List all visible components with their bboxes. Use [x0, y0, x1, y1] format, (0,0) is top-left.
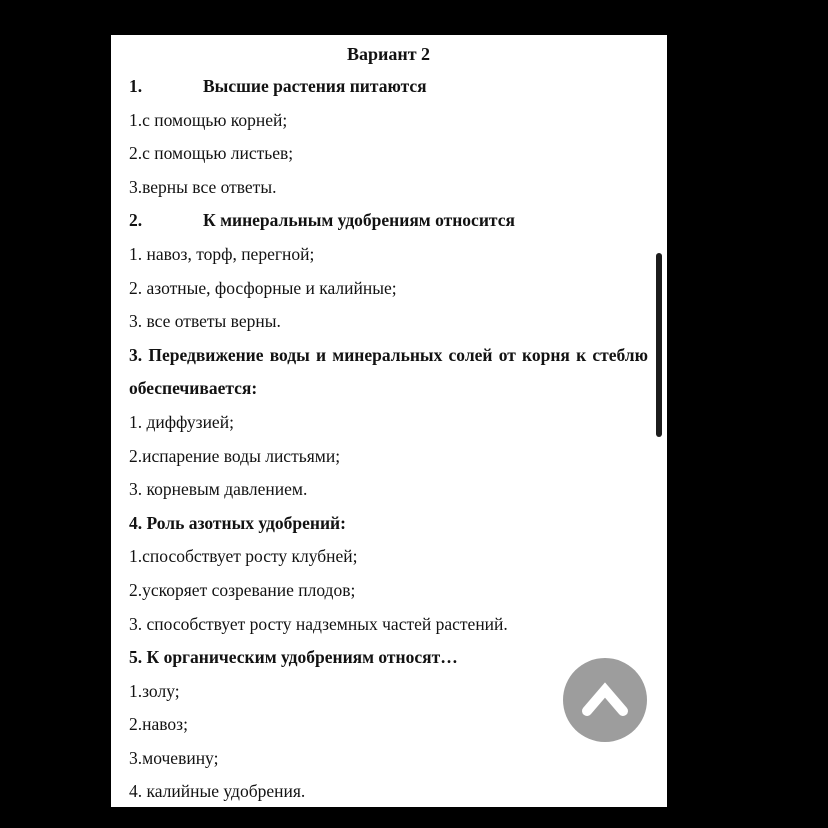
page-title: Вариант 2 [346, 44, 431, 64]
question-heading [129, 204, 648, 238]
question-block [129, 507, 648, 641]
option-line: 1.золу; [129, 680, 180, 701]
chevron-up-icon [563, 658, 647, 742]
option-line: 1.способствует росту клубней; [129, 546, 358, 567]
question-title: Роль азотных удобрений: [146, 512, 346, 533]
question-heading [129, 507, 648, 541]
option-line: 2.ускоряет созревание плодов; [129, 579, 356, 600]
question-title: К минеральным удобрениям относится [203, 210, 515, 231]
option-line: 2.навоз; [129, 714, 188, 735]
question-title: К органическим удобрениям относят… [146, 647, 458, 668]
option-line: 3. корневым давлением. [129, 479, 308, 500]
question-number: 1. [129, 76, 143, 96]
question-block [129, 70, 648, 204]
question-number: 2. [129, 210, 143, 231]
question-number: 5. [129, 647, 143, 668]
option-line: 3. все ответы верны. [129, 311, 281, 332]
question-title: Высшие растения питаются [203, 76, 427, 96]
option-line: 1.с помощью корней; [129, 109, 288, 130]
option-line: 3.мочевину; [129, 747, 219, 768]
option-line: 3.верны все ответы. [129, 176, 277, 197]
question-heading [129, 70, 648, 104]
question-block [129, 204, 648, 338]
question-title: Передвижение воды и минеральных солей от корня к стеблю обеспечивается: [129, 344, 649, 399]
question-number: 4. [129, 512, 143, 533]
question-heading [129, 339, 648, 406]
option-line: 2.испарение воды листьями; [129, 445, 341, 466]
scroll-to-top-button[interactable] [563, 658, 647, 742]
option-line: 1. навоз, торф, перегной; [129, 243, 315, 264]
option-line: 2. азотные, фосфорные и калийные; [129, 277, 397, 298]
scrollbar-thumb[interactable] [656, 253, 662, 437]
option-line: 2.с помощью листьев; [129, 143, 294, 164]
question-number: 3. [129, 344, 143, 365]
option-line: 1. диффузией; [129, 411, 234, 432]
option-line: 4. калийные удобрения. [129, 781, 306, 802]
question-block [129, 339, 648, 507]
option-line: 3. способствует росту надземных частей растений. [129, 613, 508, 634]
